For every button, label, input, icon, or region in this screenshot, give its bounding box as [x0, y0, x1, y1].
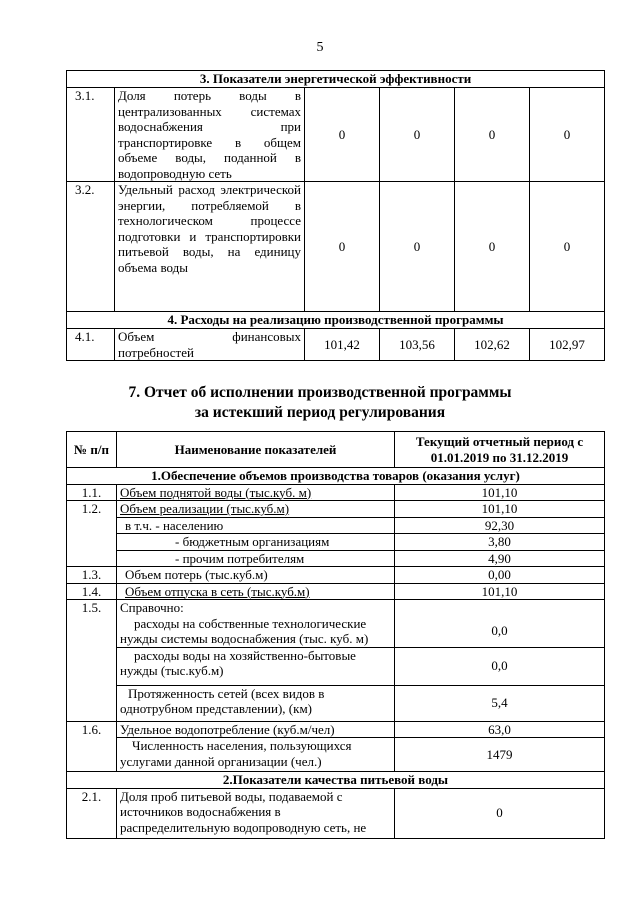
header-period: [395, 432, 605, 468]
report-title-line-2: за истекший период регулирования: [194, 404, 446, 421]
empty-cell: [67, 738, 117, 772]
row-number: 1.6.: [67, 721, 117, 738]
value-cell: 102,62: [455, 329, 530, 361]
row-number: 1.2.: [67, 501, 117, 518]
value-cell: 0: [395, 788, 605, 838]
section-2-title: 2.Показатели качества питьевой воды: [67, 772, 605, 789]
indicator-name: расходы на собственные технологические нужды системы водоснабжения (тыс. куб. м): [117, 616, 395, 648]
row-number: 4.1.: [67, 329, 115, 361]
row-number: 1.3.: [67, 567, 117, 584]
indicator-name: Справочно:: [117, 600, 395, 616]
value-cell: 5,4: [395, 685, 605, 721]
section-1-title: 1.Обеспечение объемов производства товаров (оказания услуг): [67, 468, 605, 485]
value-cell: 0: [455, 88, 530, 182]
indicator-name: Удельное водопотребление (куб.м/чел): [117, 721, 395, 738]
value-cell: 0: [530, 182, 605, 312]
section-4-title: 4. Расходы на реализацию производственной программы: [67, 312, 605, 329]
row-number: 1.5.: [67, 600, 117, 616]
indicator-name: расходы воды на хозяйственно-бытовые нужды (тыс.куб.м): [117, 647, 395, 685]
indicator-name: - прочим потребителям: [117, 550, 395, 567]
indicator-description: Удельный расход электрической энергии, потребляемой в технологическом процессе подготовки и транспортировки питьевой воды, на единицу объема воды: [115, 182, 305, 312]
value-cell: 0: [380, 182, 455, 312]
indicator-name: Объем отпуска в сеть (тыс.куб.м): [117, 583, 395, 600]
empty-cell: [67, 517, 117, 534]
header-period-line-1: Текущий отчетный период с: [415, 434, 584, 449]
report-table: [66, 431, 605, 839]
row-number: 2.1.: [67, 788, 117, 838]
value-cell: 0: [530, 88, 605, 182]
indicator-name: Доля проб питьевой воды, подаваемой с источников водоснабжения в распределительную водопроводную сеть, не: [117, 788, 395, 838]
value-cell: 101,10: [395, 501, 605, 518]
value-cell: 1479: [395, 738, 605, 772]
section-3-title: 3. Показатели энергетической эффективности: [67, 71, 605, 88]
indicator-name: Объем потерь (тыс.куб.м): [117, 567, 395, 584]
value-cell: 0,0: [395, 647, 605, 685]
indicator-name: Объем поднятой воды (тыс.куб. м): [117, 484, 395, 501]
value-cell: 3,80: [395, 534, 605, 551]
value-cell: 0: [305, 88, 380, 182]
value-cell: 4,90: [395, 550, 605, 567]
row-number: 1.1.: [67, 484, 117, 501]
row-number: 3.1.: [67, 88, 115, 182]
page-number: 5: [316, 40, 324, 55]
header-num: № п/п: [67, 432, 117, 468]
indicator-name: Численность населения, пользующихся услугами данной организации (чел.): [117, 738, 395, 772]
row-number: 3.2.: [67, 182, 115, 312]
empty-cell: [67, 685, 117, 721]
empty-cell: [67, 647, 117, 685]
efficiency-table: [66, 70, 605, 361]
value-cell: 103,56: [380, 329, 455, 361]
indicator-name: Объем реализации (тыс.куб.м): [117, 501, 395, 518]
value-cell: 101,10: [395, 583, 605, 600]
indicator-name: в т.ч. - населению: [117, 517, 395, 534]
value-cell: 101,10: [395, 484, 605, 501]
empty-cell: [67, 534, 117, 551]
empty-cell: [67, 616, 117, 648]
value-cell: 102,97: [530, 329, 605, 361]
value-cell: [395, 600, 605, 616]
value-cell: 92,30: [395, 517, 605, 534]
value-cell: 0,0: [395, 616, 605, 648]
header-period-line-2: 01.01.2019 по 31.12.2019: [430, 449, 569, 465]
row-number: 1.4.: [67, 583, 117, 600]
indicator-name: Протяженность сетей (всех видов в однотрубном представлении), (км): [117, 685, 395, 721]
indicator-name: - бюджетным организациям: [117, 534, 395, 551]
indicator-description: Объем финансовых потребностей: [115, 329, 305, 361]
value-cell: 0: [305, 182, 380, 312]
indicator-description: Доля потерь воды в централизованных системах водоснабжения при транспортировке в общем объеме воды, поданной в водопроводную сеть: [115, 88, 305, 182]
header-name: Наименование показателей: [117, 432, 395, 468]
value-cell: 0,00: [395, 567, 605, 584]
value-cell: 0: [455, 182, 530, 312]
value-cell: 63,0: [395, 721, 605, 738]
empty-cell: [67, 550, 117, 567]
report-title-line-1: 7. Отчет об исполнении производственной программы: [128, 384, 512, 401]
report-title: [0, 383, 640, 423]
value-cell: 101,42: [305, 329, 380, 361]
value-cell: 0: [380, 88, 455, 182]
